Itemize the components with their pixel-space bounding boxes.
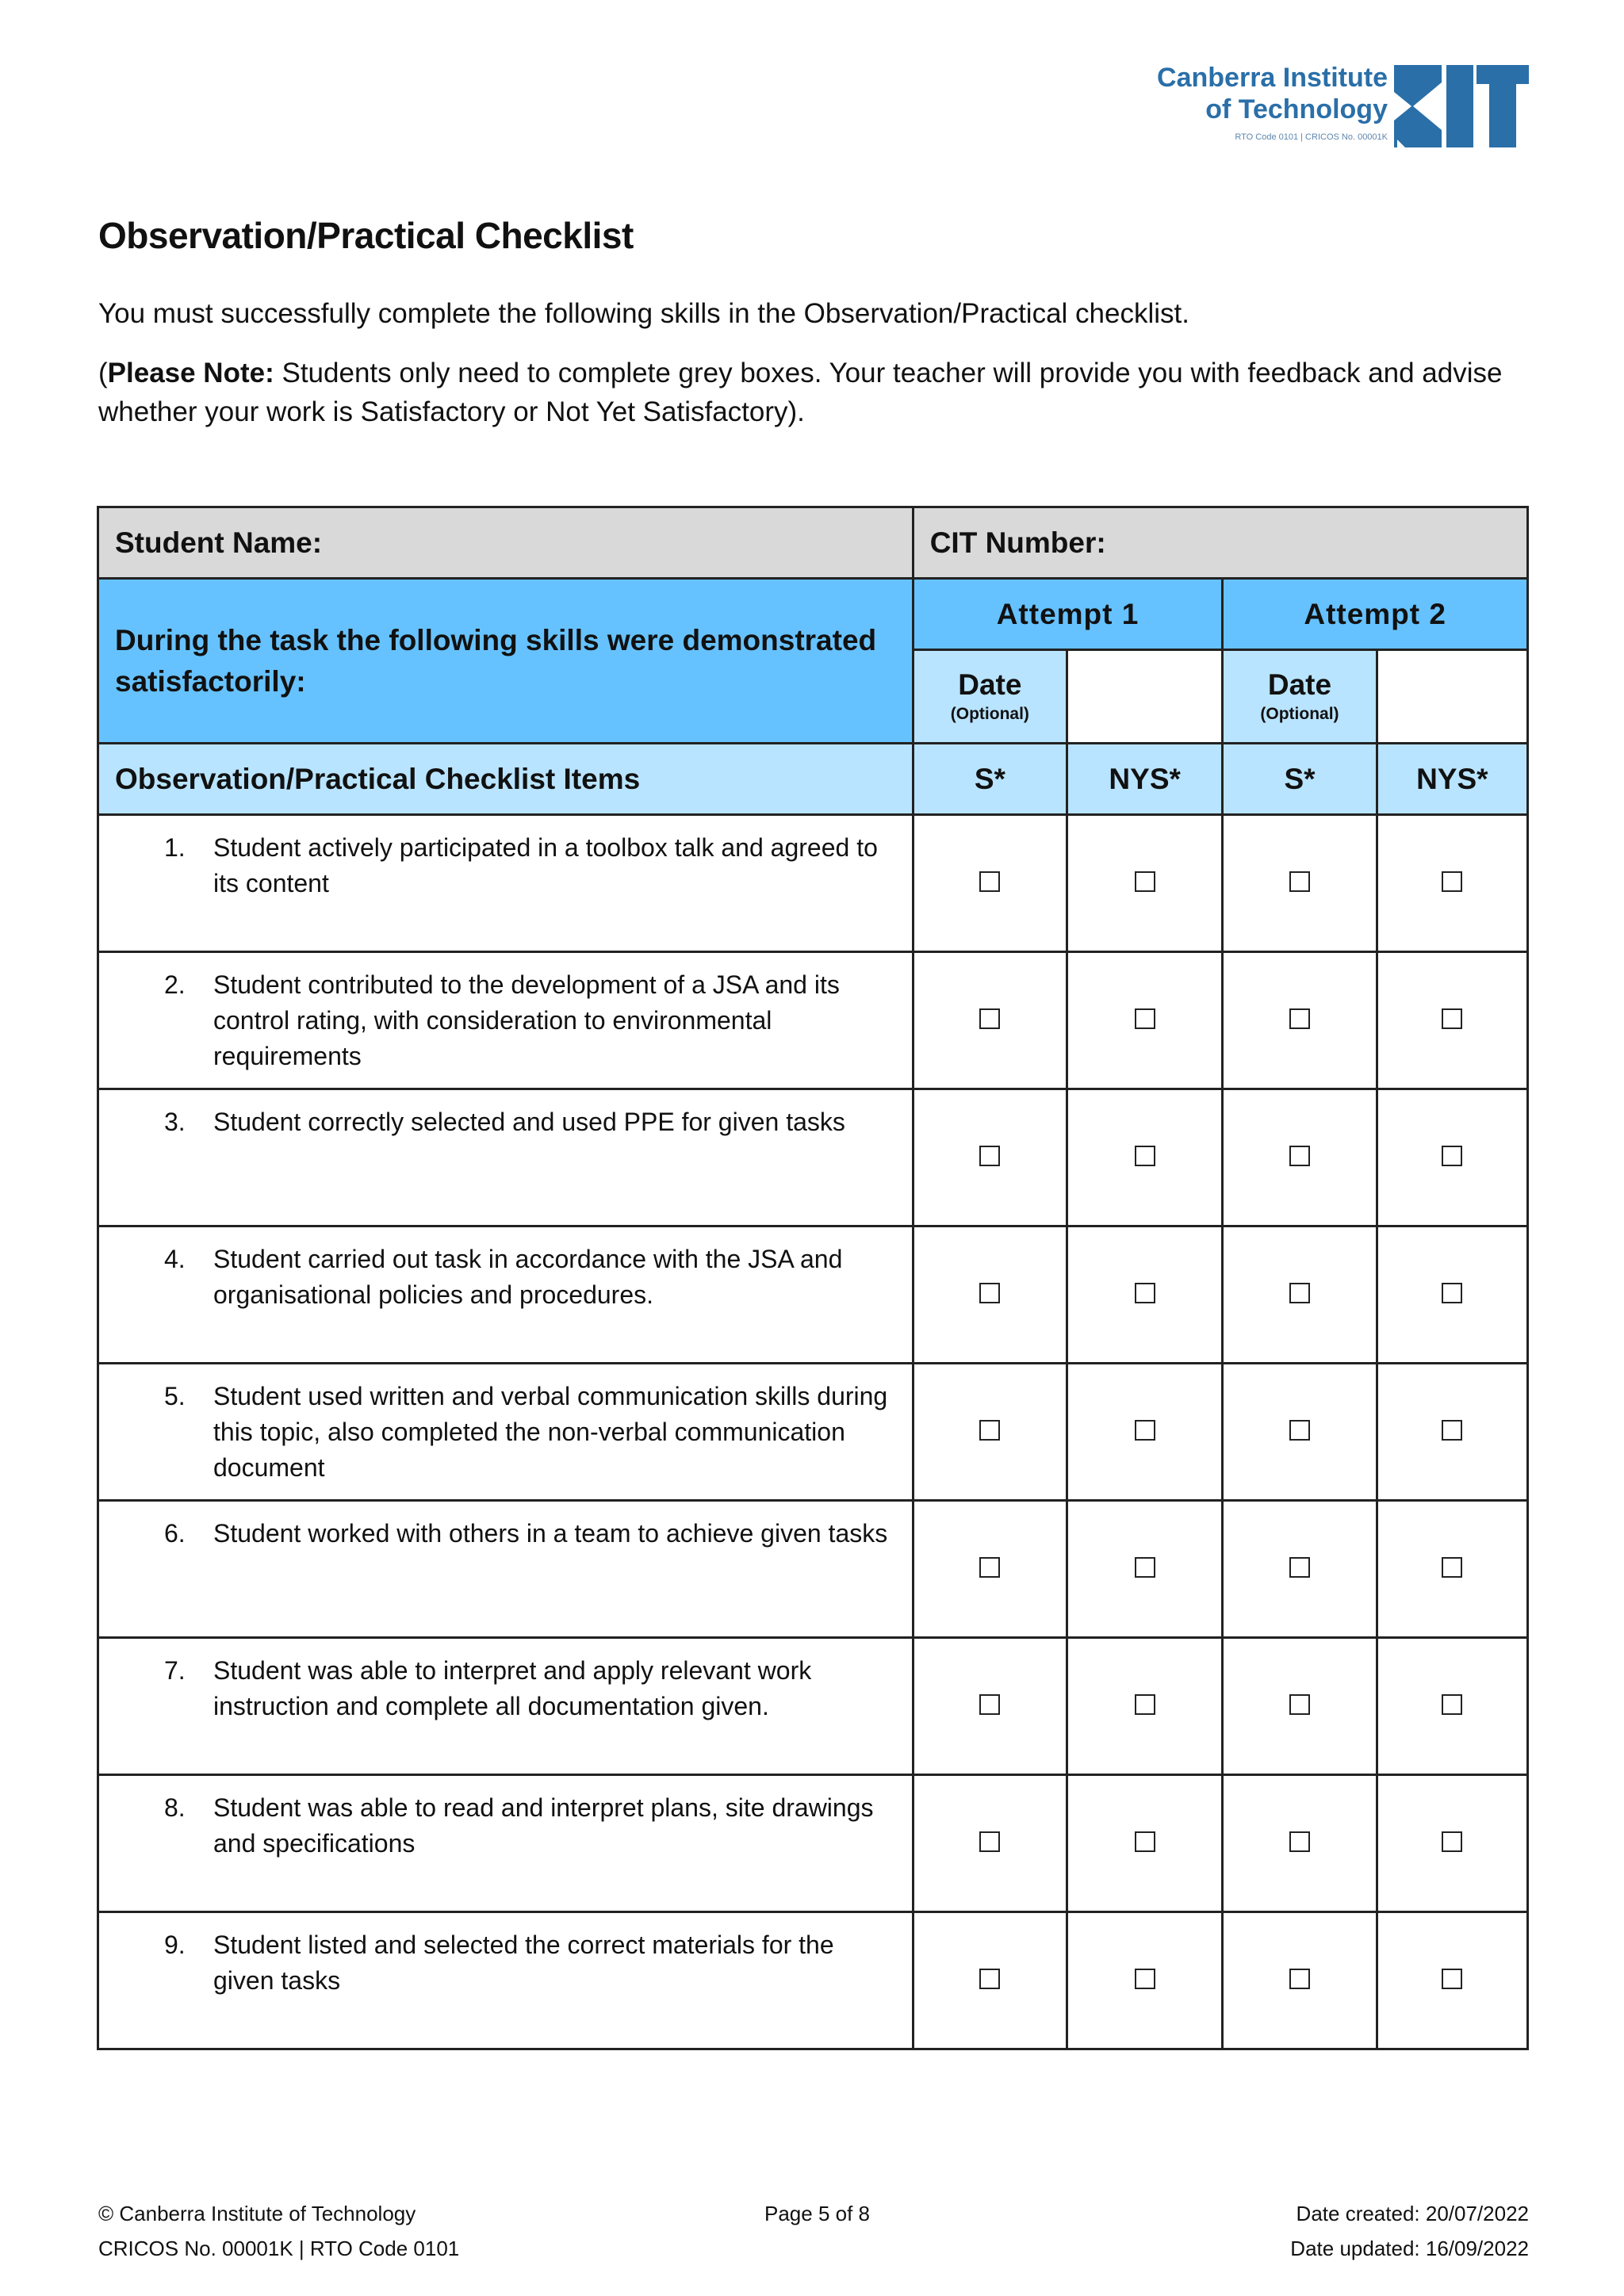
attempt-1-s-cell	[913, 1501, 1067, 1638]
skills-label: During the task the following skills were demonstrated satisfactorily:	[98, 579, 914, 744]
attempt-1-nys-cell	[1067, 815, 1223, 952]
attempt-2-nys-cell	[1377, 952, 1527, 1089]
attempt-1-s-cell	[913, 1089, 1067, 1226]
attempt-2-nys-checkbox[interactable]	[1442, 1969, 1462, 1989]
checklist-row	[98, 952, 1528, 1089]
attempt-2-s-cell	[1223, 1775, 1377, 1912]
attempt-1-nys-checkbox[interactable]	[1135, 1420, 1155, 1441]
attempt-2-s-checkbox[interactable]	[1289, 1831, 1310, 1852]
attempt-2-s-checkbox[interactable]	[1289, 871, 1310, 892]
item-text: Student was able to read and interpret plans, site drawings and specifications	[213, 1793, 874, 1858]
logo-line-3: RTO Code 0101 | CRICOS No. 00001K	[1235, 132, 1388, 142]
attempt-1-nys-cell	[1067, 1775, 1223, 1912]
attempt-2-nys-header: NYS*	[1377, 744, 1527, 815]
note-open-paren: (	[98, 358, 108, 388]
attempt-1-s-checkbox[interactable]	[979, 871, 1000, 892]
item-text: Student contributed to the development of a JSA and its control rating, with consideration to environmental requirements	[213, 970, 840, 1070]
items-header: Observation/Practical Checklist Items	[98, 744, 914, 815]
intro-text: You must successfully complete the following skills in the Observation/Practical checklist.	[98, 298, 1189, 329]
date-optional-label: (Optional)	[950, 704, 1029, 723]
attempt-2-s-checkbox[interactable]	[1289, 1420, 1310, 1441]
attempt-1-nys-checkbox[interactable]	[1135, 1008, 1155, 1029]
attempt-2-s-checkbox[interactable]	[1289, 1283, 1310, 1303]
checklist-items	[98, 815, 1528, 2049]
attempt-2-s-cell	[1223, 952, 1377, 1089]
date-label: Date	[1267, 668, 1332, 701]
attempt-1-s-checkbox[interactable]	[979, 1146, 1000, 1166]
attempt-1-s-cell	[913, 952, 1067, 1089]
attempt-1-nys-header: NYS*	[1067, 744, 1223, 815]
checklist-row	[98, 1501, 1528, 1638]
checklist-item	[98, 1912, 914, 2049]
item-number: 5.	[164, 1382, 186, 1410]
attempt-1-nys-cell	[1067, 952, 1223, 1089]
attempt-1-nys-cell	[1067, 1912, 1223, 2049]
student-name-field[interactable]: Student Name:	[98, 507, 914, 579]
attempt-1-s-checkbox[interactable]	[979, 1008, 1000, 1029]
attempt-1-s-checkbox[interactable]	[979, 1420, 1000, 1441]
attempt-2-s-cell	[1223, 1089, 1377, 1226]
item-text: Student was able to interpret and apply relevant work instruction and complete all documentation given.	[213, 1656, 812, 1720]
checklist-item	[98, 1775, 914, 1912]
attempt-1-s-checkbox[interactable]	[979, 1694, 1000, 1715]
attempt-2-s-cell	[1223, 1226, 1377, 1364]
attempt-1-date-input[interactable]	[1067, 650, 1223, 744]
attempt-2-nys-checkbox[interactable]	[1442, 871, 1462, 892]
footer-page-number: Page 5 of 8	[764, 2202, 870, 2225]
attempt-2-nys-checkbox[interactable]	[1442, 1008, 1462, 1029]
attempt-1-s-cell	[913, 815, 1067, 952]
attempt-1-s-cell	[913, 1364, 1067, 1501]
attempt-2-s-cell	[1223, 1638, 1377, 1775]
note-body: Students only need to complete grey boxes. Your teacher will provide you with feedback and advise whether your work is Satisfactory or Not Yet Satisfactory).	[98, 358, 1503, 427]
note-text	[98, 354, 1526, 431]
attempt-2-nys-cell	[1377, 1638, 1527, 1775]
attempt-1-nys-checkbox[interactable]	[1135, 871, 1155, 892]
attempt-1-s-checkbox[interactable]	[979, 1831, 1000, 1852]
attempt-2-nys-cell	[1377, 815, 1527, 952]
attempt-2-nys-checkbox[interactable]	[1442, 1283, 1462, 1303]
attempt-header-row	[98, 579, 1528, 650]
attempt-2-s-checkbox[interactable]	[1289, 1557, 1310, 1578]
attempt-2-nys-cell	[1377, 1775, 1527, 1912]
attempt-2-nys-checkbox[interactable]	[1442, 1831, 1462, 1852]
logo-line-2: of Technology	[1205, 94, 1388, 124]
item-number: 6.	[164, 1519, 186, 1548]
attempt-1-nys-checkbox[interactable]	[1135, 1969, 1155, 1989]
footer-date-updated: Date updated: 16/09/2022	[1290, 2237, 1529, 2260]
cit-number-field[interactable]: CIT Number:	[913, 507, 1527, 579]
attempt-2-s-cell	[1223, 1912, 1377, 2049]
attempt-1-header: Attempt 1	[913, 579, 1223, 650]
attempt-2-s-cell	[1223, 1364, 1377, 1501]
attempt-2-nys-checkbox[interactable]	[1442, 1694, 1462, 1715]
attempt-2-s-cell	[1223, 1501, 1377, 1638]
attempt-1-nys-checkbox[interactable]	[1135, 1146, 1155, 1166]
item-number: 4.	[164, 1245, 186, 1273]
attempt-1-s-cell	[913, 1226, 1067, 1364]
attempt-1-s-cell	[913, 1638, 1067, 1775]
attempt-1-nys-cell	[1067, 1089, 1223, 1226]
attempt-1-nys-checkbox[interactable]	[1135, 1831, 1155, 1852]
logo-line-1: Canberra Institute	[1157, 63, 1388, 93]
checklist-row	[98, 1912, 1528, 2049]
attempt-1-nys-cell	[1067, 1364, 1223, 1501]
item-number: 1.	[164, 833, 186, 862]
attempt-2-nys-checkbox[interactable]	[1442, 1146, 1462, 1166]
footer-copyright: © Canberra Institute of Technology	[98, 2202, 416, 2225]
cit-logo-mark-icon	[1394, 65, 1529, 147]
item-text: Student actively participated in a toolbox talk and agreed to its content	[213, 833, 878, 897]
checklist-item	[98, 1089, 914, 1226]
logo-text	[1134, 62, 1388, 149]
attempt-2-nys-cell	[1377, 1364, 1527, 1501]
checklist-item	[98, 815, 914, 952]
attempt-2-nys-checkbox[interactable]	[1442, 1420, 1462, 1441]
attempt-2-s-cell	[1223, 815, 1377, 952]
attempt-1-nys-checkbox[interactable]	[1135, 1694, 1155, 1715]
checklist-item	[98, 1226, 914, 1364]
item-text: Student carried out task in accordance with the JSA and organisational policies and procedures.	[213, 1245, 843, 1309]
column-header-row	[98, 744, 1528, 815]
attempt-1-s-checkbox[interactable]	[979, 1283, 1000, 1303]
checklist-row	[98, 1775, 1528, 1912]
attempt-1-nys-cell	[1067, 1638, 1223, 1775]
attempt-2-header: Attempt 2	[1223, 579, 1528, 650]
checklist-table	[97, 506, 1529, 2050]
attempt-1-s-cell	[913, 1775, 1067, 1912]
note-bold-label: Please Note:	[107, 358, 274, 388]
item-number: 8.	[164, 1793, 186, 1822]
attempt-2-nys-cell	[1377, 1912, 1527, 2049]
attempt-2-s-checkbox[interactable]	[1289, 1969, 1310, 1989]
date-label: Date	[958, 668, 1022, 701]
attempt-2-nys-cell	[1377, 1226, 1527, 1364]
page-title: Observation/Practical Checklist	[98, 215, 634, 256]
attempt-1-nys-checkbox[interactable]	[1135, 1557, 1155, 1578]
checklist-row	[98, 1364, 1528, 1501]
footer-right	[1290, 2196, 1529, 2266]
checklist-row	[98, 1226, 1528, 1364]
attempt-2-nys-checkbox[interactable]	[1442, 1557, 1462, 1578]
item-text: Student listed and selected the correct materials for the given tasks	[213, 1931, 834, 1995]
checklist-item	[98, 1364, 914, 1501]
attempt-1-nys-cell	[1067, 1226, 1223, 1364]
cit-logo	[1148, 62, 1529, 157]
item-text: Student worked with others in a team to achieve given tasks	[213, 1519, 888, 1548]
checklist-row	[98, 1638, 1528, 1775]
date-optional-label: (Optional)	[1260, 704, 1339, 723]
attempt-2-s-checkbox[interactable]	[1289, 1146, 1310, 1166]
attempt-2-s-header: S*	[1223, 744, 1377, 815]
student-info-row	[98, 507, 1528, 579]
attempt-2-date-label	[1223, 650, 1377, 744]
item-number: 2.	[164, 970, 186, 999]
checklist-item	[98, 952, 914, 1089]
attempt-1-s-checkbox[interactable]	[979, 1557, 1000, 1578]
attempt-2-s-checkbox[interactable]	[1289, 1694, 1310, 1715]
attempt-2-nys-cell	[1377, 1501, 1527, 1638]
attempt-2-s-checkbox[interactable]	[1289, 1008, 1310, 1029]
footer-date-created: Date created: 20/07/2022	[1296, 2202, 1529, 2225]
footer-cricos: CRICOS No. 00001K | RTO Code 0101	[98, 2237, 460, 2260]
attempt-1-s-cell	[913, 1912, 1067, 2049]
attempt-1-date-label	[913, 650, 1067, 744]
checklist-item	[98, 1501, 914, 1638]
attempt-1-s-checkbox[interactable]	[979, 1969, 1000, 1989]
attempt-1-s-header: S*	[913, 744, 1067, 815]
checklist-item	[98, 1638, 914, 1775]
attempt-2-nys-cell	[1377, 1089, 1527, 1226]
footer-left	[98, 2196, 459, 2266]
attempt-1-nys-cell	[1067, 1501, 1223, 1638]
item-text: Student correctly selected and used PPE for given tasks	[213, 1108, 845, 1136]
checklist-row	[98, 815, 1528, 952]
item-number: 9.	[164, 1931, 186, 1959]
attempt-2-date-input[interactable]	[1377, 650, 1527, 744]
item-text: Student used written and verbal communication skills during this topic, also completed the non-verbal communication document	[213, 1382, 888, 1482]
item-number: 7.	[164, 1656, 186, 1685]
checklist-row	[98, 1089, 1528, 1226]
item-number: 3.	[164, 1108, 186, 1136]
attempt-1-nys-checkbox[interactable]	[1135, 1283, 1155, 1303]
